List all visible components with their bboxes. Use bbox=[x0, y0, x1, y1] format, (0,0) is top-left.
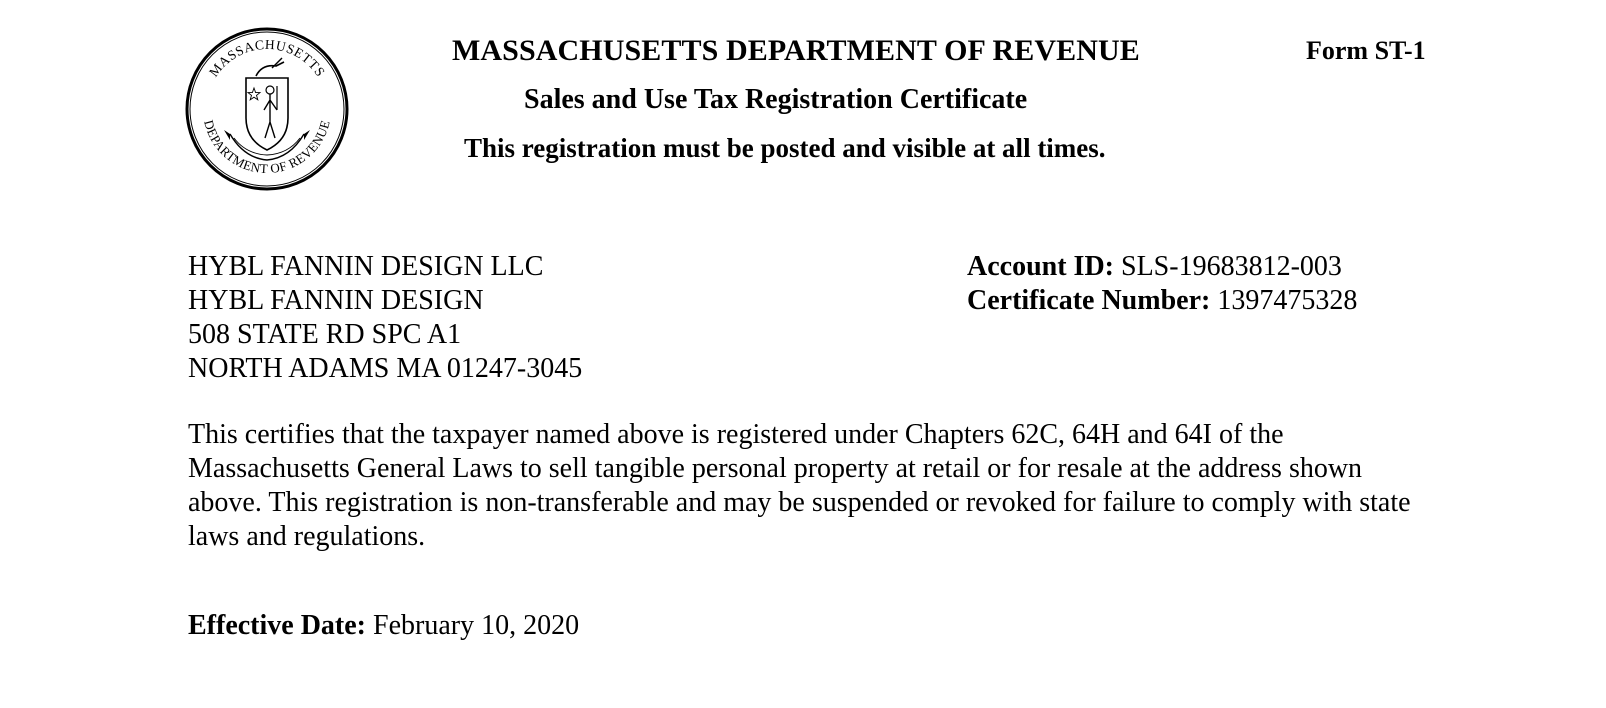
identifier-block bbox=[967, 250, 1357, 318]
effective-date-value: February 10, 2020 bbox=[373, 610, 580, 641]
effective-date-row bbox=[188, 610, 579, 642]
taxpayer-city-state-zip: NORTH ADAMS MA 01247-3045 bbox=[188, 353, 583, 384]
massachusetts-seal-icon bbox=[184, 26, 350, 192]
posting-notice: This registration must be posted and visible at all times. bbox=[464, 133, 1106, 163]
svg-text:MASSACHUSETTS: MASSACHUSETTS bbox=[205, 36, 329, 80]
svg-text:DEPARTMENT OF REVENUE: DEPARTMENT OF REVENUE bbox=[201, 118, 333, 177]
certificate-number-row bbox=[967, 284, 1357, 318]
certificate-number-value: 1397475328 bbox=[1217, 285, 1358, 316]
account-id-value: SLS-19683812-003 bbox=[1121, 251, 1342, 282]
department-title: MASSACHUSETTS DEPARTMENT OF REVENUE bbox=[452, 34, 1140, 67]
effective-date-label: Effective Date: bbox=[188, 610, 374, 641]
taxpayer-street: 508 STATE RD SPC A1 bbox=[188, 319, 462, 350]
taxpayer-address-block bbox=[188, 250, 582, 386]
certification-paragraph: This certifies that the taxpayer named above is registered under Chapters 62C, 64H and 64I of the Massachusetts General Laws to sell tangible personal property at retail or for resale at the address shown above. This registration is non-transferable and may be suspended or revoked for failure to comply with state laws and regulations. bbox=[188, 419, 1411, 552]
certificate-number-label: Certificate Number: bbox=[967, 285, 1218, 316]
taxpayer-dba-name: HYBL FANNIN DESIGN bbox=[188, 285, 484, 316]
account-id-label: Account ID: bbox=[967, 251, 1121, 282]
certificate-title: Sales and Use Tax Registration Certificate bbox=[524, 84, 1028, 115]
taxpayer-legal-name: HYBL FANNIN DESIGN LLC bbox=[188, 251, 544, 282]
form-identifier: Form ST-1 bbox=[1306, 36, 1426, 65]
account-id-row bbox=[967, 250, 1357, 284]
